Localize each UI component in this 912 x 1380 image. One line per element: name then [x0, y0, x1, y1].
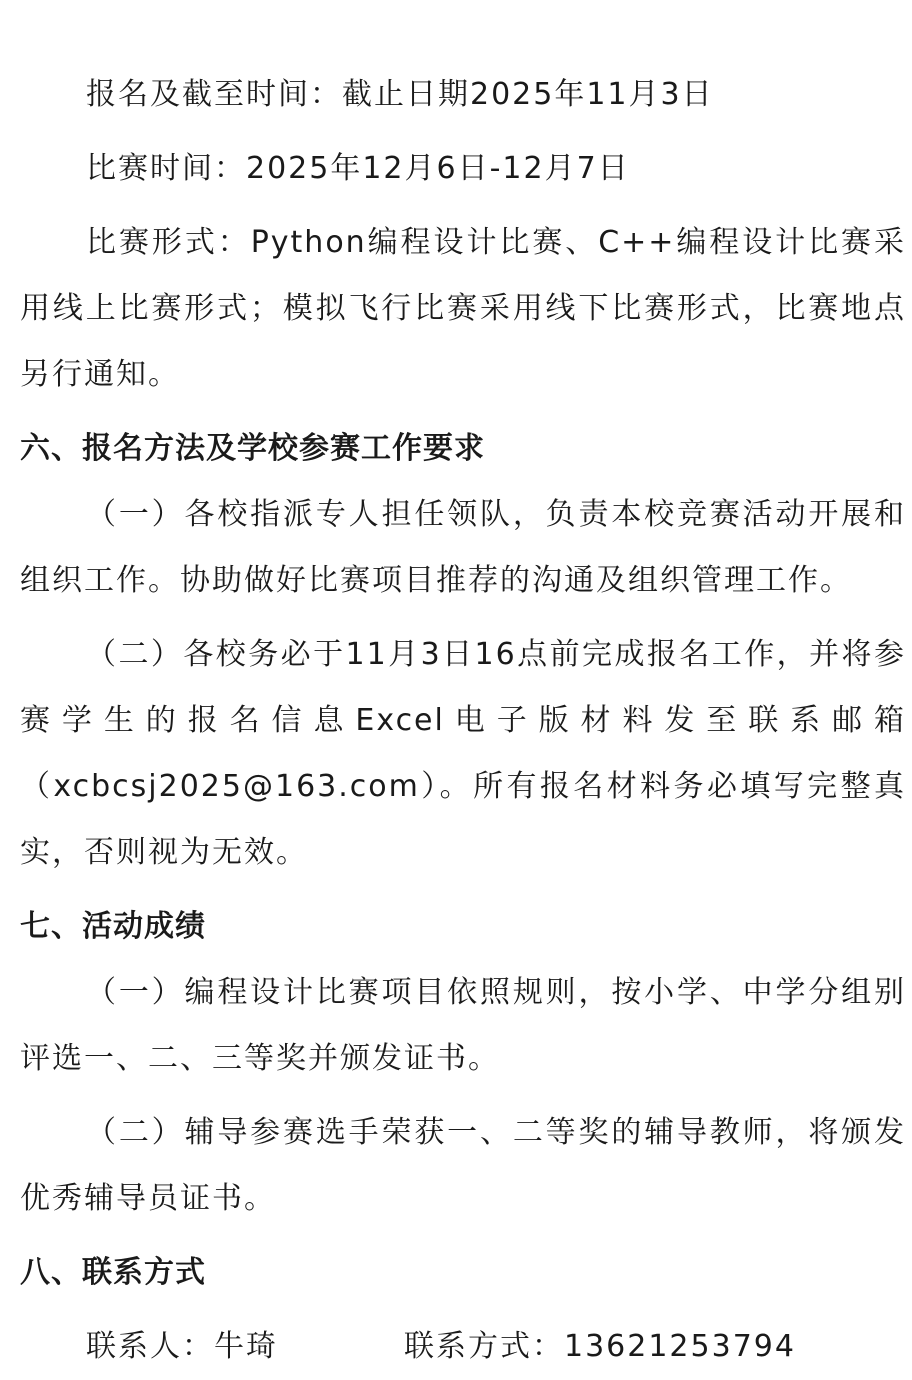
section-8-heading: 八、联系方式	[20, 1255, 206, 1290]
competition-time: 比赛时间：2025年12月6日-12月7日	[86, 151, 630, 186]
registration-deadline: 报名及截至时间：截止日期2025年11月3日	[86, 77, 714, 112]
section-7-heading: 七、活动成绩	[20, 909, 206, 944]
contact-method: 联系方式：13621253794	[404, 1329, 796, 1364]
document-page	[20, 62, 906, 1380]
contact-row	[20, 1314, 906, 1380]
competition-format: 比赛形式：Python编程设计比赛、C++编程设计比赛采用线上比赛形式；模拟飞行比赛采用线下比赛形式，比赛地点另行通知。	[20, 225, 906, 392]
section-7-item-1: （一）编程设计比赛项目依照规则，按小学、中学分组别评选一、二、三等奖并颁发证书。	[20, 975, 906, 1076]
section-6-heading: 六、报名方法及学校参赛工作要求	[20, 431, 485, 466]
section-6-item-2: （二）各校务必于11月3日16点前完成报名工作，并将参赛学生的报名信息Excel电子版材料发至联系邮箱（xcbcsj2025@163.com）。所有报名材料务必填写完整真实，否则视为无效。	[20, 637, 906, 870]
contact-person: 联系人：牛琦	[86, 1329, 278, 1364]
section-7-item-2: （二）辅导参赛选手荣获一、二等奖的辅导教师，将颁发优秀辅导员证书。	[20, 1115, 906, 1216]
section-6-item-1: （一）各校指派专人担任领队，负责本校竞赛活动开展和组织工作。协助做好比赛项目推荐的沟通及组织管理工作。	[20, 497, 906, 598]
